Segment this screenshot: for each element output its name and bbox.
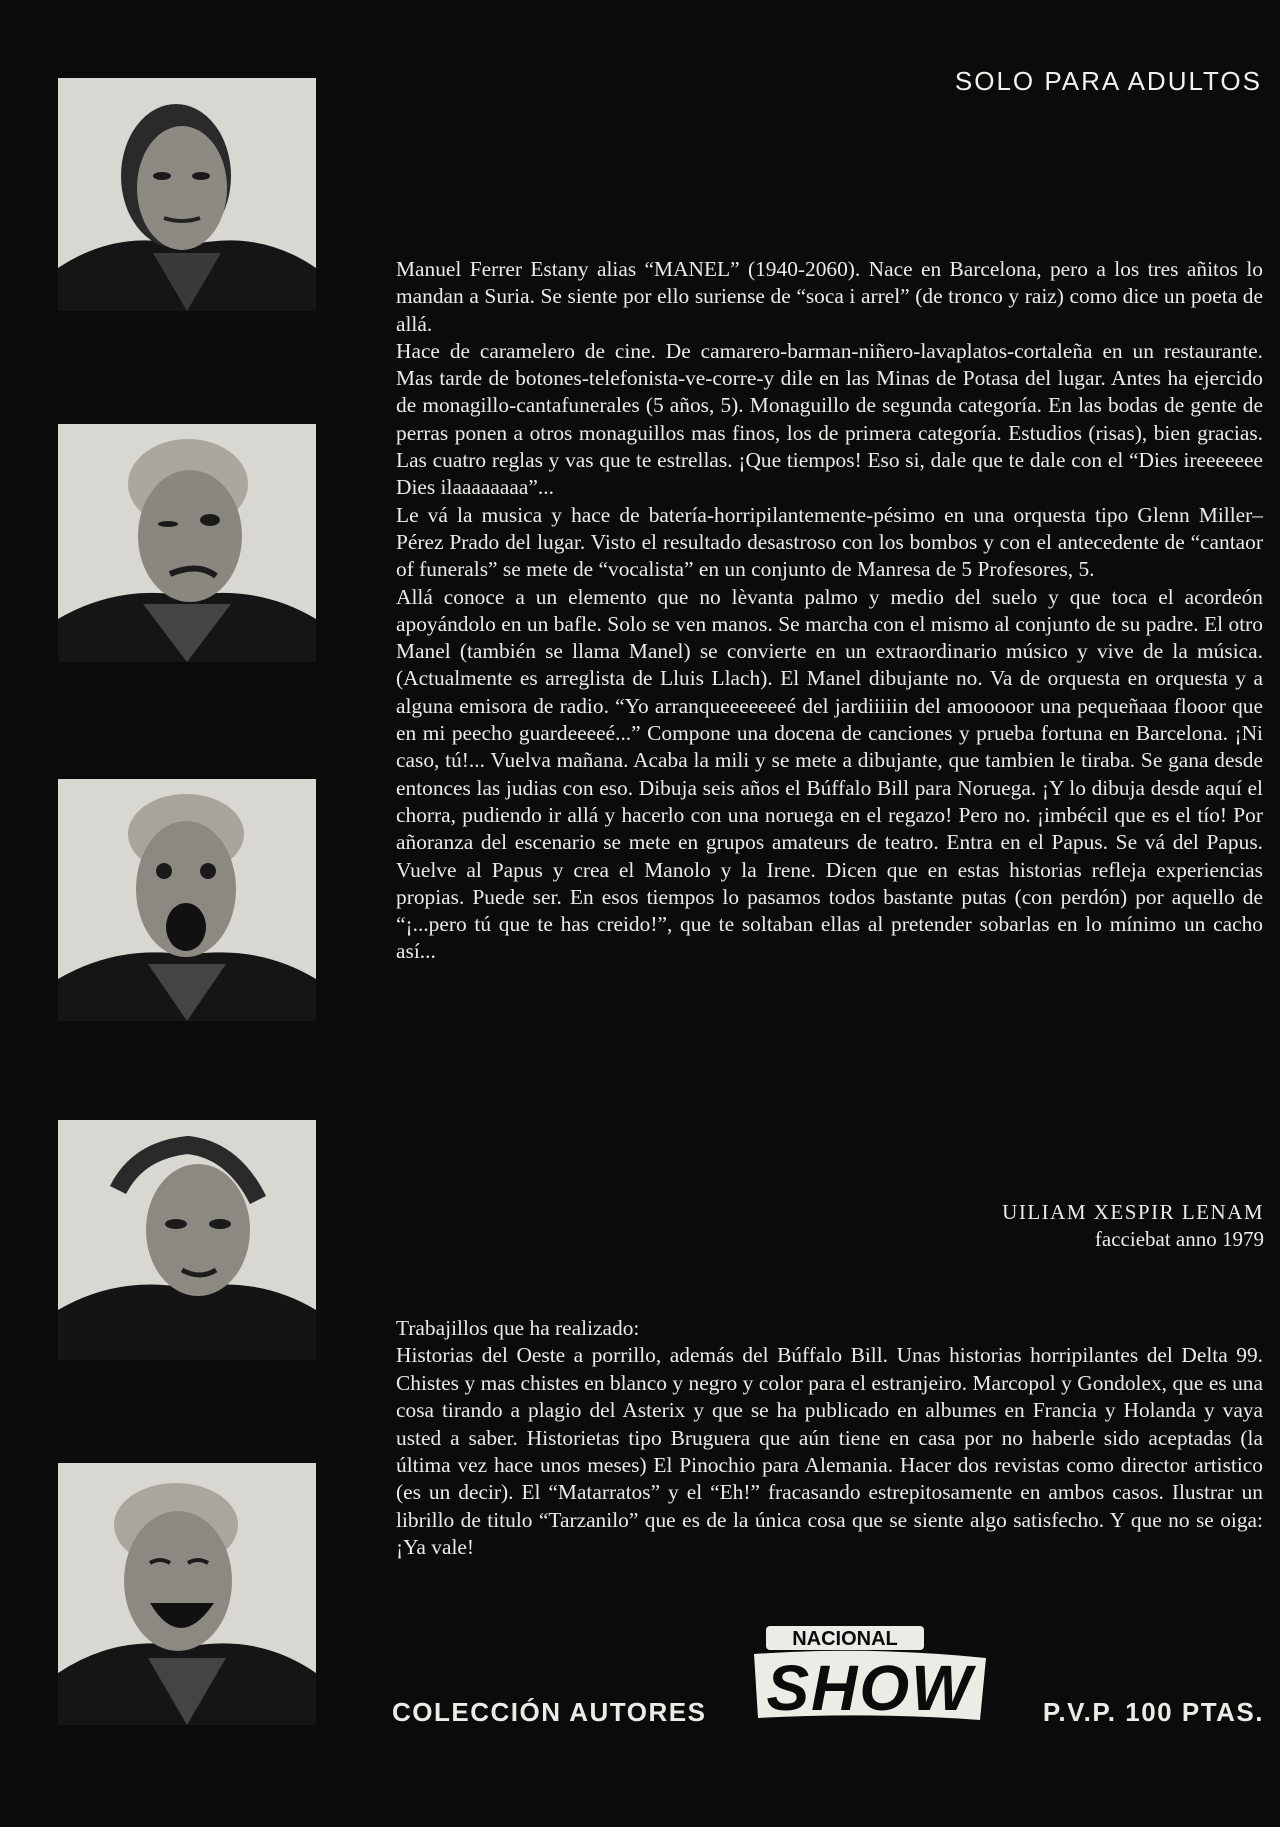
nacional-show-logo — [750, 1624, 990, 1724]
portrait-photo-3 — [58, 779, 316, 1021]
svg-text:NACIONAL: NACIONAL — [792, 1628, 898, 1650]
portrait-photo-5 — [58, 1463, 316, 1725]
portrait-photo-2 — [58, 424, 316, 662]
signature-date: facciebat anno 1979 — [1094, 1227, 1264, 1251]
works-heading: Trabajillos que ha realizado: — [396, 1316, 640, 1340]
price-label: P.V.P. 100 PTAS. — [1042, 1697, 1264, 1727]
bio-paragraph: Manuel Ferrer Estany alias “MANEL” (1940-2060). Nace en Barcelona, pero a los tres añitos lo mandan a Suria. Se siente por ello suriense de “soca i arrel” (de tronco y raiz) como dice un poeta de allá. — [396, 257, 1263, 336]
signature-block — [1002, 1199, 1264, 1253]
signature-name: UILIAM XESPIR LENAM — [1002, 1200, 1264, 1224]
works-section — [396, 1315, 1263, 1562]
collection-label: COLECCIÓN AUTORES — [392, 1697, 707, 1727]
page-title: SOLO PARA ADULTOS — [954, 66, 1262, 96]
portrait-photo-1 — [58, 78, 316, 311]
bio-paragraph: Le vá la musica y hace de batería-horripilantemente-pésimo en una orquesta tipo Glenn Miller– Pérez Prado del lugar. Visto el resultado desastroso con los bombos y con el antecedente de “cantaor of funerals” se mete de “vocalista” en un conjunto de Manresa de 5 Profesores, 5. — [396, 502, 1263, 582]
bio-paragraph: Allá conoce a un elemento que no lèvanta palmo y medio del suelo y que toca el acordeón apoyándolo en un bafle. Solo se ven manos. Se marcha con el mismo al conjunto de su padre. El otro Manel (también se llama Manel) se convierte en un extraordinario músico y vive de la música. (Actualmente es arreglista de Lluis Llach). El Manel dibujante no. Va de orquesta en orquesta y a alguna emisora de radio. “Yo arranqueeeeeeeé del jardiiiiin del amooooor una pequeñaaa flooor que en mi peecho guardeeeeé...” Compone una docena de canciones y prueba fortuna en Barcelona. ¡Ni caso, tú!... Vuelva mañana. Acaba la mili y se mete a dibujante, que tambien le tiraba. Se gana desde entonces las judias con eso. Dibuja seis años el Búffalo Bill para Noruega. ¡Y lo dibuja desde aquí el chorra, pudiendo ir allá y hacerlo con una noruega en el regazo! Pero no. ¡imbécil que es el tío! Por añoranza del escenario se mete en grupos amateurs de teatro. Entra en el Papus. Se vá del Papus. Vuelve al Papus y crea el Manolo y la Irene. Dicen que en estas historias refleja experiencias propias. Puede ser. En esos tiempos lo pasamos todos bastante putas (con perdón) por aquello de “¡...pero tú que te has creido!”, que te soltaban ellas al pretender sobarlas en lo mínimo un cacho así... — [396, 584, 1263, 964]
biography-text — [396, 256, 1263, 966]
svg-text:SHOW: SHOW — [766, 1652, 974, 1724]
works-text: Historias del Oeste a porrillo, además del Búffalo Bill. Unas historias horripilantes del Delta 99. Chistes y mas chistes en blanco y negro y color para el estranjeiro. Marcopol y Gondolex, que es una cosa tirando a plagio del Asterix y que se ha publicado en albumes en Francia y Holanda y vaya usted a saber. Historietas tipo Bruguera que aún tiene en casa por no haberle sido aceptadas (la última vez hace unos meses) El Pinochio para Alemania. Hacer dos revistas como director artistico (es un decir). El “Matarratos” y el “Eh!” fracasando estrepitosamente en ambos casos. Ilustrar un librillo de titulo “Tarzanilo” que es de la única cosa que se siente algo satisfecho. Y que no se oiga: ¡Ya vale! — [396, 1343, 1263, 1560]
bio-paragraph: Hace de caramelero de cine. De camarero-barman-niñero-lavaplatos-cortaleña en un restaurante. Mas tarde de botones-telefonista-ve-corre-y dile en las Minas de Potasa del lugar. Antes ha ejercido de monagillo-cantafunerales (5 años, 5). Monaguillo de segunda categoría. En las bodas de gente de perras ponen a otros monaguillos mas finos, los de primera categoría. Estudios (risas), bien gracias. Las cuatro reglas y vas que te estrellas. ¡Que tiempos! Eso si, dale que te dale con el “Dies ireeeeeee Dies ilaaaaaaaa”... — [396, 338, 1263, 500]
portrait-photo-4 — [58, 1120, 316, 1360]
